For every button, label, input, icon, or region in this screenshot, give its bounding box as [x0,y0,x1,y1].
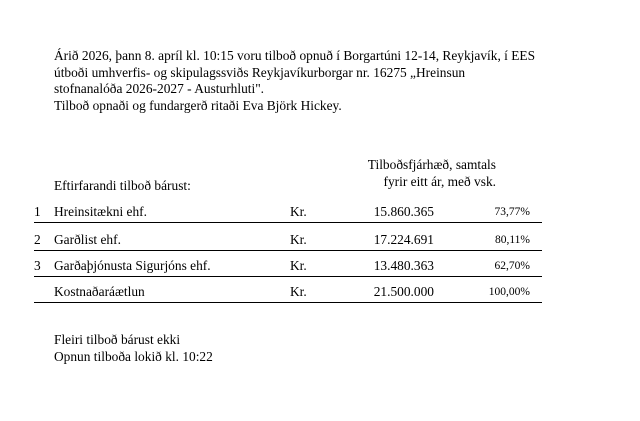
bid-percent: 73,77% [494,206,530,218]
table-row [34,254,542,277]
bid-amount: 15.860.365 [373,204,434,219]
intro-line-2: útboði umhverfis- og skipulagssviðs Reykjavíkurborgar nr. 16275 „Hreinsun [54,64,466,80]
bids-received-label: Eftirfarandi tilboð bárust: [54,178,191,193]
bidder-name: Hreinsitækni ehf. [54,204,147,219]
bid-percent: 62,70% [494,260,530,272]
row-number: 2 [34,232,41,247]
row-number: 3 [34,258,41,273]
table-row [34,280,542,303]
bidder-name: Garðaþjónusta Sigurjóns ehf. [54,258,211,273]
intro-paragraph [54,48,624,114]
bid-amount: 21.500.000 [373,284,434,299]
bid-amount: 13.480.363 [373,258,434,273]
currency-label: Kr. [290,204,307,219]
bidder-name: Kostnaðaráætlun [54,284,145,299]
currency-label: Kr. [290,258,307,273]
currency-label: Kr. [290,232,307,247]
amount-header-line-1: Tilboðsfjárhæð, samtals [367,157,496,172]
footer-notes [54,331,213,365]
amount-header-line-2: fyrir eitt ár, með vsk. [383,173,496,189]
intro-line-3: stofnanalóða 2026-2027 - Austurhluti". [54,81,265,97]
bid-amount: 17.224.691 [373,232,434,247]
amount-column-header [300,157,496,190]
footer-line-2: Opnun tilboða lokið kl. 10:22 [54,349,213,364]
currency-label: Kr. [290,284,307,299]
bid-percent: 80,11% [494,234,530,246]
bid-percent: 100,00% [488,286,530,298]
row-number: 1 [34,204,41,219]
intro-line-1: Árið 2026, þann 8. apríl kl. 10:15 voru tilboð opnuð í Borgartúni 12-14, Reykjavík, í EES [54,48,536,63]
table-row [34,200,542,223]
footer-line-1: Fleiri tilboð bárust ekki [54,332,181,347]
intro-line-4: Tilboð opnaði og fundargerð ritaði Eva Björk Hickey. [54,97,342,113]
bidder-name: Garðlist ehf. [54,232,121,247]
table-row [34,228,542,251]
